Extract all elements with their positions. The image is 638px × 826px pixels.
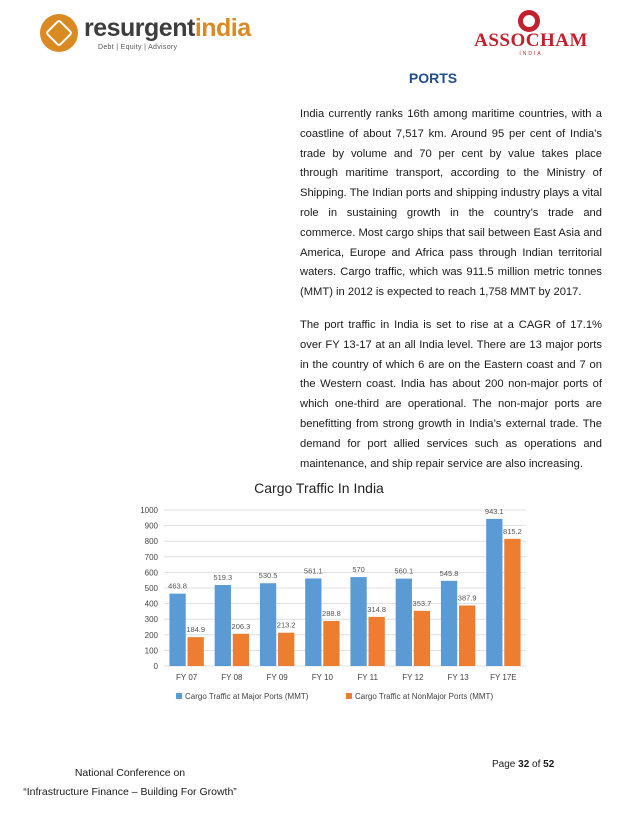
data-label: 353.7: [412, 598, 432, 608]
data-label: 570: [352, 565, 365, 575]
bar: [396, 579, 412, 666]
y-tick-label: 700: [144, 552, 158, 562]
x-tick-label: FY 08: [221, 673, 243, 682]
legend-swatch: [176, 693, 182, 699]
y-tick-label: 1000: [140, 506, 158, 515]
y-tick-label: 800: [144, 537, 158, 547]
page-total: 52: [543, 759, 555, 770]
bar: [414, 611, 430, 666]
conference-footer: [0, 764, 260, 802]
page-of: of: [532, 759, 541, 770]
legend-label: Cargo Traffic at Major Ports (MMT): [185, 692, 309, 701]
x-tick-label: FY 10: [311, 673, 333, 682]
x-tick-label: FY 12: [402, 673, 424, 682]
x-tick-label: FY 11: [357, 673, 378, 682]
data-label: 943.1: [484, 506, 504, 516]
assocham-subtext: INDIA: [519, 51, 543, 57]
y-tick-label: 100: [144, 646, 158, 656]
y-tick-label: 0: [153, 662, 158, 671]
y-tick-label: 900: [144, 521, 158, 531]
body-paragraph: The port traffic in India is set to rise at a CAGR of 17.1% over FY 13-17 at an all India level. There are 13 major ports in the country of which 6 are on the Eastern coast and 7 on the Western coast. India has about 200 non-major ports of which one-third are operational. The non-major ports are benefitting from strong growth in India’s external trade. The demand for port allied services such as operations and maintenance, and ship repair service are also increasing.: [300, 319, 602, 470]
data-label: 387.9: [457, 593, 477, 603]
data-label: 314.8: [367, 604, 387, 614]
data-label: 288.8: [322, 608, 341, 618]
data-label: 519.3: [213, 572, 233, 582]
page-number: [492, 759, 554, 770]
y-tick-label: 500: [144, 584, 158, 593]
body-paragraph: India currently ranks 16th among maritime countries, with a coastline of about 7,517 km. Around 95 per cent of India's trade by volume and 70 per cent by value takes place through maritime transport, according to the Ministry of Shipping. The Indian ports and shipping industry plays a vital role in sustaining growth in the country’s trade and commerce. Most cargo ships that sail between East Asia and America, Europe and Africa pass through Indian territorial waters. Cargo traffic, which was 911.5 million metric tonnes (MMT) in 2012 is expected to reach 1,758 MMT by 2017.: [300, 108, 602, 299]
data-label: 545.8: [439, 568, 459, 578]
assocham-wordmark: ASSOCHAM: [474, 30, 588, 51]
bar: [278, 633, 294, 666]
x-tick-label: FY 07: [176, 673, 198, 682]
x-tick-label: FY 17E: [490, 673, 517, 682]
legend-swatch: [346, 693, 352, 699]
bar: [215, 585, 231, 666]
resurgent-india-logo: [40, 12, 251, 58]
resurgent-emblem-icon: [40, 14, 78, 52]
conference-line: National Conference on: [74, 767, 186, 779]
data-label: 560.1: [394, 566, 414, 576]
bar: [188, 637, 204, 666]
x-tick-label: FY 09: [266, 673, 288, 682]
data-label: 463.8: [168, 581, 187, 591]
assocham-logo: [466, 10, 596, 60]
y-tick-label: 400: [144, 599, 158, 609]
section-title: PORTS: [408, 70, 458, 86]
bar: [260, 583, 276, 666]
resurgent-logo-tagline: Debt | Equity | Advisory: [98, 44, 178, 51]
data-label: 213.2: [276, 620, 296, 630]
bar: [441, 581, 457, 666]
x-tick-label: FY 13: [447, 673, 469, 682]
data-label: 184.9: [186, 625, 206, 635]
bar: [323, 621, 339, 666]
bar: [504, 539, 520, 666]
cargo-traffic-chart: [130, 500, 530, 715]
bar: [169, 594, 185, 666]
data-label: 206.3: [231, 621, 251, 631]
page-prefix: Page: [492, 759, 516, 770]
legend-label: Cargo Traffic at NonMajor Ports (MMT): [355, 692, 494, 701]
resurgent-logo-wordmark: resurgentindia: [84, 14, 251, 42]
data-label: 561.1: [303, 566, 323, 576]
page-current: 32: [518, 759, 530, 770]
data-label: 815.2: [503, 526, 522, 536]
assocham-emblem-icon: [518, 10, 540, 32]
y-tick-label: 300: [144, 615, 158, 625]
data-label: 530.5: [258, 571, 278, 581]
bar: [350, 577, 366, 666]
conference-title: “Infrastructure Finance – Building For Growth”: [23, 786, 237, 798]
bar: [486, 519, 502, 666]
bar: [233, 634, 249, 666]
y-tick-label: 200: [144, 630, 158, 640]
bar: [305, 578, 321, 666]
bar: [459, 605, 475, 666]
y-tick-label: 600: [144, 568, 158, 578]
bar: [369, 617, 385, 666]
chart-title: Cargo Traffic In India: [254, 480, 384, 496]
